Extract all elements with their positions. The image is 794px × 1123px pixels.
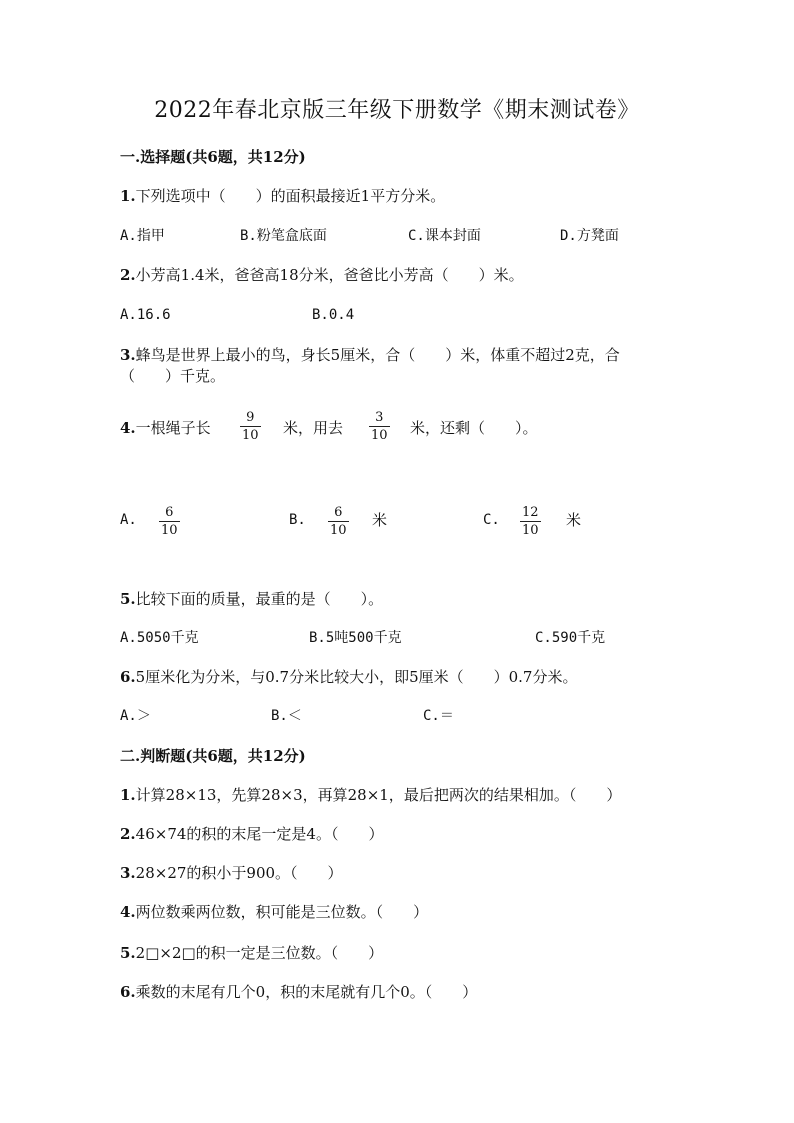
question-number: 6. (120, 983, 136, 1001)
option-b: B.0.4 (312, 307, 355, 323)
fraction-numerator: 6 (334, 505, 343, 520)
option-b-fraction (328, 505, 349, 538)
question-text: 米，用去 (283, 419, 344, 437)
option-a: A.指甲 (120, 228, 165, 244)
question-5 (120, 589, 383, 609)
question-number: 3. (120, 346, 136, 364)
tf-item (120, 943, 383, 963)
question-4 (120, 418, 211, 438)
question-text: 46×74的积的末尾一定是4。（ ） (135, 825, 384, 843)
question-6 (120, 667, 577, 687)
option-b: B.粉笔盒底面 (240, 228, 327, 244)
fraction-numerator: 12 (522, 505, 539, 520)
tf-item (120, 863, 343, 883)
question-text: 计算28×13，先算28×3，再算28×1，最后把两次的结果相加。（ ） (135, 786, 622, 804)
question-number: 1. (120, 187, 136, 205)
option-a-label: A. (120, 512, 137, 528)
question-number: 5. (120, 590, 136, 608)
section-heading-choice: 一.选择题(共6题，共12分) (120, 148, 306, 166)
fraction-bar (328, 521, 349, 522)
option-a: A.＞ (120, 708, 151, 724)
tf-item (120, 785, 621, 805)
fraction-bar (520, 521, 541, 522)
question-text: 28×27的积小于900。（ ） (135, 864, 343, 882)
fraction-numerator: 3 (375, 410, 384, 425)
option-c-fraction (520, 505, 541, 538)
option-b: B.5吨500千克 (309, 630, 402, 646)
question-text: 米，还剩（ ）。 (410, 419, 538, 437)
option-a: A.16.6 (120, 307, 171, 323)
fraction-denominator: 10 (522, 523, 539, 538)
option-d: D.方凳面 (560, 228, 619, 244)
question-number: 6. (120, 668, 136, 686)
question-number: 2. (120, 266, 136, 284)
fraction-numerator: 9 (246, 410, 255, 425)
question-number: 4. (120, 419, 136, 437)
option-a-fraction (159, 505, 180, 538)
option-b-unit: 米 (372, 511, 388, 529)
tf-item (120, 982, 477, 1002)
fraction-numerator: 6 (165, 505, 174, 520)
question-number: 2. (120, 825, 136, 843)
option-c: C.590千克 (535, 630, 606, 646)
page-title: 2022年春北京版三年级下册数学《期末测试卷》 (154, 98, 640, 123)
question-number: 1. (120, 786, 136, 804)
fraction-denominator: 10 (161, 523, 178, 538)
question-text: 下列选项中（ ）的面积最接近1平方分米。 (135, 187, 446, 205)
option-c: C.＝ (423, 708, 454, 724)
option-b: B.＜ (271, 708, 302, 724)
question-text: 蜂鸟是世界上最小的鸟，身长5厘米，合（ ）米，体重不超过2克，合 (135, 346, 620, 364)
option-a: A.5050千克 (120, 630, 199, 646)
fraction (240, 410, 261, 443)
tf-item (120, 824, 383, 844)
question-number: 3. (120, 864, 136, 882)
option-c-label: C. (483, 512, 500, 528)
question-3-line2: （ ）千克。 (120, 367, 226, 385)
question-text: 两位数乘两位数，积可能是三位数。（ ） (135, 903, 429, 921)
question-text: 小芳高1.4米，爸爸高18分米，爸爸比小芳高（ ）米。 (135, 266, 524, 284)
fraction-denominator: 10 (330, 523, 347, 538)
question-text: 比较下面的质量，最重的是（ ）。 (135, 590, 384, 608)
fraction-bar (159, 521, 180, 522)
option-c-unit: 米 (566, 511, 582, 529)
fraction (369, 410, 390, 443)
question-text: 一根绳子长 (135, 419, 211, 437)
question-text: 2□×2□的积一定是三位数。（ ） (135, 944, 384, 962)
question-number: 4. (120, 903, 136, 921)
section-heading-true-false: 二.判断题(共6题，共12分) (120, 747, 306, 765)
question-1 (120, 186, 445, 206)
fraction-bar (369, 426, 390, 427)
fraction-denominator: 10 (371, 428, 388, 443)
question-text: 5厘米化为分米，与0.7分米比较大小，即5厘米（ ）0.7分米。 (135, 668, 578, 686)
option-c: C.课本封面 (408, 228, 481, 244)
question-number: 5. (120, 944, 136, 962)
option-b-label: B. (289, 512, 306, 528)
question-text: 乘数的末尾有几个0，积的末尾就有几个0。（ ） (135, 983, 478, 1001)
fraction-bar (240, 426, 261, 427)
tf-item (120, 902, 428, 922)
fraction-denominator: 10 (242, 428, 259, 443)
question-3 (120, 345, 620, 365)
question-2 (120, 265, 524, 285)
